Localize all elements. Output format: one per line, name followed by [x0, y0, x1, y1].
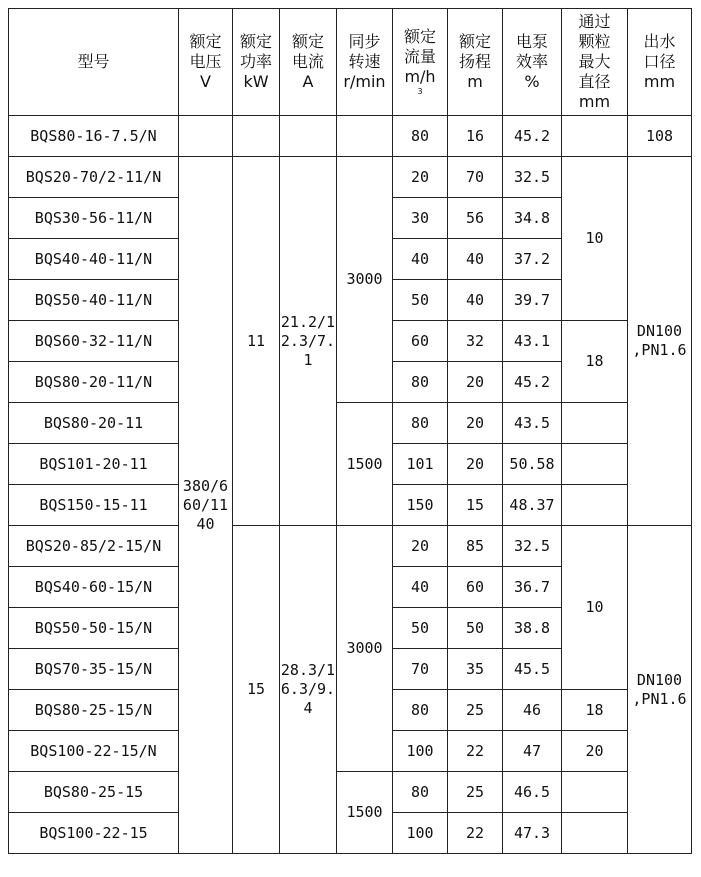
cell-model: BQS20-70/2-11/N: [9, 157, 179, 198]
cell-particle: [562, 444, 628, 485]
cell-flow: 60: [393, 321, 448, 362]
cell-particle: [562, 813, 628, 854]
cell-efficiency: 45.2: [503, 362, 562, 403]
cell-particle-20-b: 20: [562, 731, 628, 772]
cell-efficiency: 45.2: [503, 116, 562, 157]
table-row: [9, 403, 692, 444]
header-power: 额定 功率 kW: [233, 9, 280, 116]
cell-particle: [562, 403, 628, 444]
cell-efficiency: 32.5: [503, 526, 562, 567]
cell-flow: 20: [393, 157, 448, 198]
cell-model: BQS50-50-15/N: [9, 608, 179, 649]
cell-particle: [562, 485, 628, 526]
cell-head: 32: [448, 321, 503, 362]
header-flow-superscript: 3: [417, 87, 423, 96]
cell-flow: 50: [393, 608, 448, 649]
cell-efficiency: 47: [503, 731, 562, 772]
cell-particle-18-a: 18: [562, 321, 628, 403]
cell-flow: 100: [393, 813, 448, 854]
cell-flow: 20: [393, 526, 448, 567]
table-row: [9, 526, 692, 567]
header-model: 型号: [9, 9, 179, 116]
header-outlet: 出水 口径 mm: [628, 9, 692, 116]
cell-particle-10-a: 10: [562, 157, 628, 321]
cell-head: 60: [448, 567, 503, 608]
cell-head: 70: [448, 157, 503, 198]
cell-flow: 101: [393, 444, 448, 485]
cell-efficiency: 43.1: [503, 321, 562, 362]
cell-flow: 80: [393, 116, 448, 157]
cell-model: BQS100-22-15: [9, 813, 179, 854]
cell-model: BQS40-40-11/N: [9, 239, 179, 280]
cell-flow: 50: [393, 280, 448, 321]
cell-head: 20: [448, 403, 503, 444]
header-current: 额定 电流 A: [280, 9, 337, 116]
cell-head: 20: [448, 362, 503, 403]
cell-efficiency: 39.7: [503, 280, 562, 321]
header-efficiency: 电泵 效率 %: [503, 9, 562, 116]
cell-head: 40: [448, 239, 503, 280]
cell-efficiency: 47.3: [503, 813, 562, 854]
table-row: [9, 157, 692, 198]
cell-flow: 150: [393, 485, 448, 526]
cell-head: 16: [448, 116, 503, 157]
cell-efficiency: 38.8: [503, 608, 562, 649]
cell-model: BQS80-16-7.5/N: [9, 116, 179, 157]
cell-efficiency: 46.5: [503, 772, 562, 813]
cell-model: BQS30-56-11/N: [9, 198, 179, 239]
cell-power-11: 11: [233, 157, 280, 526]
header-speed: 同步 转速 r/min: [337, 9, 393, 116]
cell-speed-1500-b: 1500: [337, 772, 393, 854]
cell-particle: [562, 116, 628, 157]
cell-flow: 80: [393, 362, 448, 403]
cell-model: BQS80-25-15/N: [9, 690, 179, 731]
cell-speed-1500-a: 1500: [337, 403, 393, 526]
cell-voltage: [179, 116, 233, 157]
cell-efficiency: 48.37: [503, 485, 562, 526]
cell-flow: 80: [393, 690, 448, 731]
cell-model: BQS101-20-11: [9, 444, 179, 485]
cell-outlet: 108: [628, 116, 692, 157]
cell-efficiency: 46: [503, 690, 562, 731]
cell-model: BQS80-25-15: [9, 772, 179, 813]
table-row: [9, 116, 692, 157]
cell-flow: 40: [393, 567, 448, 608]
cell-voltage-merged: 380/6 60/11 40: [179, 157, 233, 854]
cell-current-15: 28.3/1 6.3/9. 4: [280, 526, 337, 854]
cell-model: BQS150-15-11: [9, 485, 179, 526]
cell-efficiency: 37.2: [503, 239, 562, 280]
cell-efficiency: 36.7: [503, 567, 562, 608]
cell-head: 20: [448, 444, 503, 485]
cell-model: BQS20-85/2-15/N: [9, 526, 179, 567]
cell-model: BQS70-35-15/N: [9, 649, 179, 690]
cell-head: 35: [448, 649, 503, 690]
cell-efficiency: 45.5: [503, 649, 562, 690]
cell-model: BQS80-20-11/N: [9, 362, 179, 403]
cell-flow: 70: [393, 649, 448, 690]
cell-efficiency: 50.58: [503, 444, 562, 485]
cell-power-15: 15: [233, 526, 280, 854]
cell-outlet-b: DN100 ,PN1.6: [628, 526, 692, 854]
cell-outlet-a: DN100 ,PN1.6: [628, 157, 692, 526]
cell-head: 25: [448, 772, 503, 813]
cell-head: 15: [448, 485, 503, 526]
cell-particle-10-b: 10: [562, 526, 628, 690]
cell-model: BQS40-60-15/N: [9, 567, 179, 608]
header-voltage: 额定 电压 V: [179, 9, 233, 116]
cell-head: 25: [448, 690, 503, 731]
cell-current-11: 21.2/1 2.3/7. 1: [280, 157, 337, 526]
cell-model: BQS50-40-11/N: [9, 280, 179, 321]
header-particle: 通过 颗粒 最大 直径 mm: [562, 9, 628, 116]
cell-flow: 80: [393, 403, 448, 444]
cell-flow: 40: [393, 239, 448, 280]
cell-model: BQS80-20-11: [9, 403, 179, 444]
cell-head: 22: [448, 813, 503, 854]
header-flow: [393, 9, 448, 116]
header-head: 额定 扬程 m: [448, 9, 503, 116]
header-flow-label: 额定 流量 m/h: [403, 27, 436, 86]
pump-spec-table: [8, 8, 692, 854]
cell-model: BQS100-22-15/N: [9, 731, 179, 772]
cell-flow: 80: [393, 772, 448, 813]
cell-speed-3000-a: 3000: [337, 157, 393, 403]
cell-power: [233, 116, 280, 157]
cell-current: [280, 116, 337, 157]
cell-head: 85: [448, 526, 503, 567]
cell-head: 40: [448, 280, 503, 321]
cell-efficiency: 43.5: [503, 403, 562, 444]
cell-speed: [337, 116, 393, 157]
table-row: [9, 772, 692, 813]
header-row: [9, 9, 692, 116]
cell-flow: 30: [393, 198, 448, 239]
cell-head: 22: [448, 731, 503, 772]
cell-model: BQS60-32-11/N: [9, 321, 179, 362]
cell-speed-3000-b: 3000: [337, 526, 393, 772]
cell-efficiency: 32.5: [503, 157, 562, 198]
cell-particle-18-b: 18: [562, 690, 628, 731]
cell-head: 56: [448, 198, 503, 239]
cell-head: 50: [448, 608, 503, 649]
cell-efficiency: 34.8: [503, 198, 562, 239]
cell-particle: [562, 772, 628, 813]
cell-flow: 100: [393, 731, 448, 772]
